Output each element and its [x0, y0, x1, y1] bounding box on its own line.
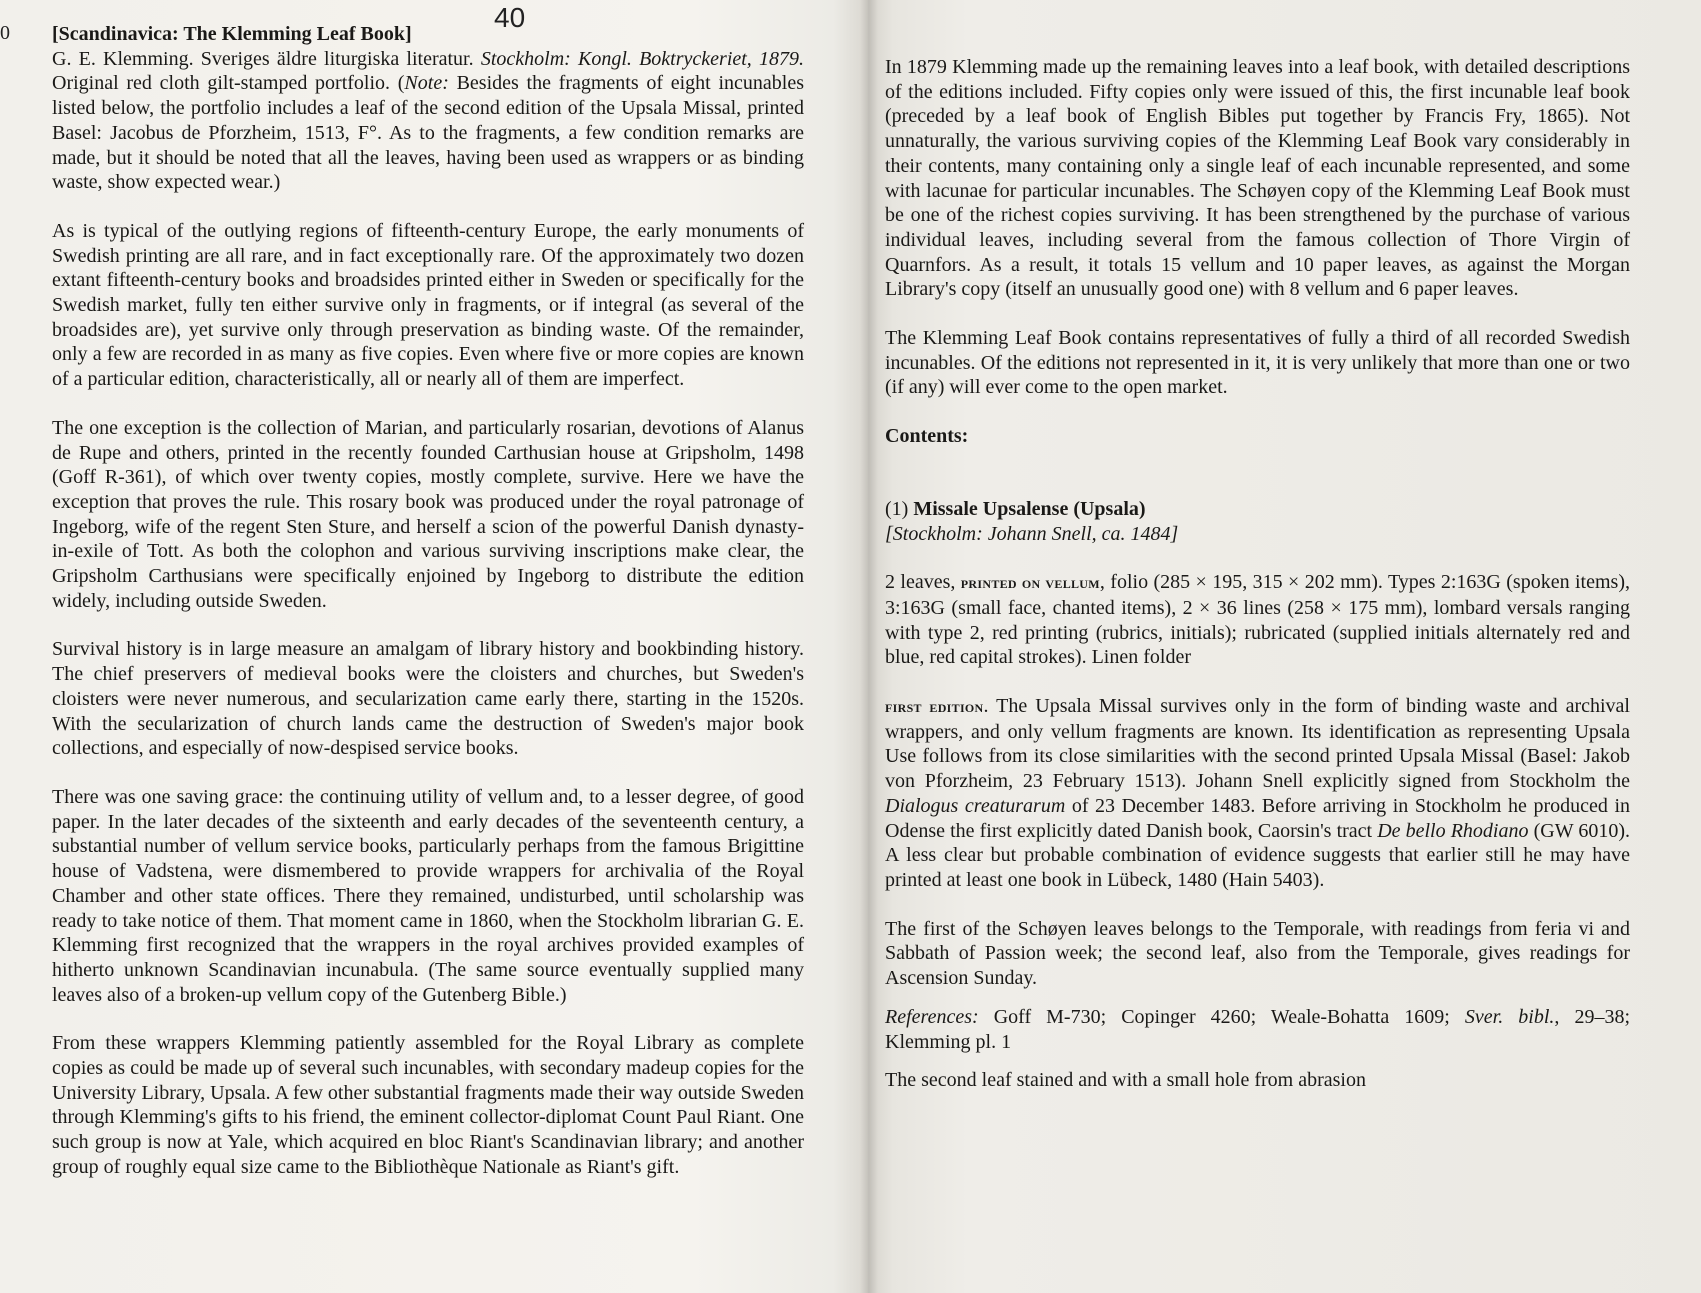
first-edition-text-b: of 23 December 1483. Before arriving in Stockholm he produced in Odense the first explicitly dated Danish book, Caorsin's tract — [885, 794, 1630, 842]
entry-first-edition — [885, 694, 1630, 893]
references-text-b: , 29–38; Klemming pl. 1 — [885, 1005, 1630, 1053]
title-dialogus: Dialogus creaturarum — [885, 794, 1066, 817]
page-number: 40 — [494, 2, 526, 33]
entry-condition: The second leaf stained and with a small hole from abrasion — [885, 1069, 1366, 1092]
desc-leaves: 2 leaves, — [885, 571, 961, 594]
title-de-bello: De bello Rhodiano — [1377, 819, 1529, 842]
section-heading: [Scandinavica: The Klemming Leaf Book] — [52, 23, 412, 45]
book-gutter — [860, 0, 878, 1293]
first-edition-text-a: . The Upsala Missal survives only in the form of binding waste and archival wrappers, and only vellum fragments are known. Its identification as representing Upsala Use follows from its close similarities with the second printed Upsala Missal (Basel: Jakob von Pforzheim, 23 February 1513). Johann Snell explicitly signed from Stockholm the — [885, 695, 1630, 793]
entry-description — [885, 570, 1630, 670]
desc-details: , folio (285 × 195, 315 × 202 mm). Types 2:163G (spoken items), 3:163G (small face, chanted items), 2 × 36 lines (258 × 175 mm), lombard versals ranging with type 2, red printing (rubrics, initials); rubricated (supplied initials alternately red and blue, red capital strokes). Linen folder — [885, 571, 1630, 669]
left-edge-number: 0 — [0, 22, 10, 44]
first-edition-text-c: (GW 6010). A less clear but probable combination of evidence suggests that earlier still he may have printed at least one book in Lübeck, 1480 (Hain 5403). — [885, 819, 1630, 891]
entry-imprint: [Stockholm: Johann Snell, ca. 1484] — [885, 522, 1179, 545]
paragraph-wrappers: From these wrappers Klemming patiently assembled for the Royal Library as complete copies as could be made up of several such incunables, with secondary madeup copies for the University Library, Upsala. A few other substantial fragments made their way outside Sweden through Klemming's gifts to his friend, the eminent collector-diplomat Count Paul Riant. One such group is now at Yale, which acquired en bloc Riant's Scandinavian library; and another group of roughly equal size came to the Bibliothèque Nationale as Riant's gift. — [52, 1032, 804, 1178]
references-label: References: — [885, 1005, 979, 1028]
left-column-text — [52, 22, 804, 1180]
intro-note-label: Note: — [404, 72, 449, 95]
paragraph-leaf-book: In 1879 Klemming made up the remaining leaves into a leaf book, with detailed descriptions of the editions included. Fifty copies only were issued of this, the first incunable leaf book (preceded by a leaf book of English Bibles put together by Francis Fry, 1865). Not unnaturally, the various surviving copies of the Klemming Leaf Book vary considerably in their contents, many containing only a single leaf of each incunable represented, and some with lacunae for particular incunables. The Schøyen copy of the Klemming Leaf Book must be one of the richest copies surviving. It has been strengthened by the purchase of various individual leaves, including several from the famous collection of Thore Virgin of Quarnfors. As a result, it totals 15 vellum and 10 paper leaves, as against the Morgan Library's copy (itself an unusually good one) with 8 vellum and 6 paper leaves. — [885, 56, 1630, 301]
intro-imprint: Stockholm: Kongl. Boktryckeriet, 1879. — [480, 47, 805, 70]
intro-note-text: Besides the fragments of eight incunables listed below, the portfolio includes a leaf of the second edition of the Upsala Missal, printed Basel: Jacobus de Pforzheim, 1513, F°. As to the fragments, a few condition remarks are made, but it should be noted that all the leaves, having been used as wrappers or as binding waste, show expected wear.) — [52, 72, 804, 194]
desc-printed-on-vellum: printed on vellum — [960, 573, 1100, 593]
bibliographic-intro — [52, 47, 804, 195]
references-text-a: Goff M-730; Copinger 4260; Weale-Bohatta 1609; — [978, 1005, 1465, 1028]
contents-heading: Contents: — [885, 425, 969, 448]
entry-references — [885, 1005, 1630, 1054]
paragraph-rarity: As is typical of the outlying regions of fifteenth-century Europe, the early monuments of Swedish printing are all rare, and in fact exceptionally rare. Of the approximately two dozen extant fifteenth-century books and broadsides printed either in Sweden or specifically for the Swedish market, fully ten either survive only in fragments, or if integral (as several of the broadsides are), yet survive only through preservation as binding waste. Of the remainder, only a few are recorded in as many as five copies. Even where five or more copies are known of a particular edition, characteristically, all or nearly all of them are imperfect. — [52, 219, 804, 391]
right-column-text — [885, 55, 1630, 1093]
intro-author-title: G. E. Klemming. Sveriges äldre liturgiska literatur. — [52, 47, 481, 70]
paragraph-representatives: The Klemming Leaf Book contains representatives of fully a third of all recorded Swedish incunables. Of the editions not represented in it, it is very unlikely that more than one or two (if any) will ever come to the open market. — [885, 327, 1630, 399]
entry-title-text: Missale Upsalense (Upsala) — [913, 497, 1146, 520]
intro-binding: Original red cloth gilt-stamped portfolio. ( — [52, 72, 405, 95]
first-edition-label: first edition — [885, 697, 984, 717]
entry-title — [885, 497, 1630, 522]
entry-number: (1) — [885, 497, 914, 520]
references-sver-bibl: Sver. bibl. — [1464, 1005, 1555, 1028]
paragraph-survival-history: Survival history is in large measure an amalgam of library history and bookbinding history. The chief preservers of medieval books were the cloisters and churches, but Sweden's cloisters were never numerous, and secularization came early there, starting in the 1520s. With the secularization of church lands came the destruction of Sweden's major book collections, and especially of now-despised service books. — [52, 638, 804, 760]
paragraph-exception: The one exception is the collection of Marian, and particularly rosarian, devotions of Alanus de Rupe and others, printed in the recently founded Carthusian house at Gripsholm, 1498 (Goff R-361), of which over twenty copies, mostly complete, survive. Here we have the exception that proves the rule. This rosary book was produced under the royal patronage of Ingeborg, wife of the regent Sten Sture, and herself a scion of the powerful Danish dynasty-in-exile of Tott. As both the colophon and various surviving inscriptions make clear, the Gripsholm Carthusians were specifically enjoined by Ingeborg to distribute the edition widely, including outside Sweden. — [52, 416, 804, 612]
paragraph-saving-grace: There was one saving grace: the continuing utility of vellum and, to a lesser degree, of good paper. In the later decades of the sixteenth and early decades of the seventeenth century, a substantial number of vellum service books, particularly perhaps from the famous Brigittine house of Vadstena, were dismembered to provide wrappers for archivalia of the Royal Chamber and other state offices. There they remained, undisturbed, until scholarship was ready to take notice of them. That moment came in 1860, when the Stockholm librarian G. E. Klemming first recognized that the wrappers in the royal archives provided examples of hitherto unknown Scandinavian incunabula. (The same source eventually supplied many leaves also of a broken-up vellum copy of the Gutenberg Bible.) — [52, 785, 804, 1006]
entry-leaves-content: The first of the Schøyen leaves belongs to the Temporale, with readings from feria vi and Sabbath of Passion week; the second leaf, also from the Temporale, gives readings for Ascension Sunday. — [885, 917, 1630, 990]
